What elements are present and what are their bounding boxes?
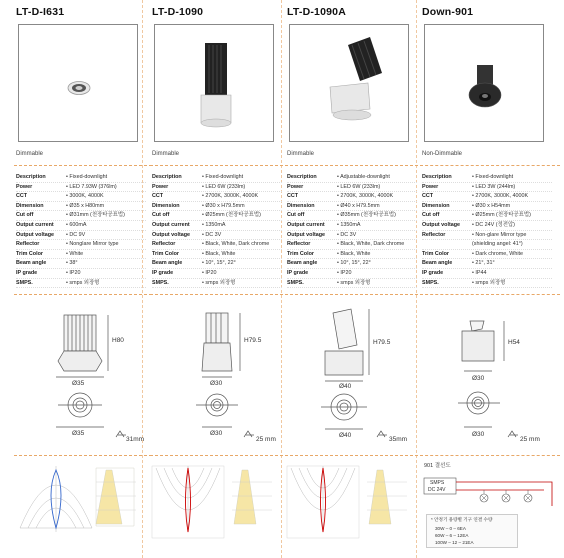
spec-row [152,183,282,193]
spec-row [16,183,146,193]
height-label: H79.5 [244,337,262,344]
wiring-diagram [420,462,558,554]
spec-value: • IP44 [472,269,487,276]
spec-key: Trim Color [287,250,314,257]
divider [14,294,152,295]
spec-row [422,250,552,260]
capacity-note-box [426,514,518,548]
spec-row [152,279,282,289]
spec-value: • 21°, 31° [472,260,495,267]
dimming-label: Dimmable [287,151,315,157]
spec-key: Description [422,174,452,180]
spec-key: Dimension [287,202,315,209]
spec-key: Power [422,183,439,190]
spec-value: • Black, White, Dark chrome [337,241,405,248]
spec-value: • 10°, 15°, 22° [337,260,371,267]
wiring-title: 901 결선도 [424,463,451,469]
spec-value: • DC 9V [66,231,86,238]
spec-value: • Black, White [337,250,371,257]
spec-row [422,202,552,212]
spec-row [422,269,552,279]
product-column [420,0,554,558]
dimension-drawing [14,305,148,455]
spec-key: Reflector [422,231,446,238]
spec-key: Power [287,183,304,190]
spec-row [16,202,146,212]
spec-row [152,240,282,250]
spec-value: • smps 외장형 [337,279,371,286]
spec-row [287,221,417,231]
spec-value: • Ø25mm (천장타공표법) [472,212,531,219]
spec-key: Power [16,183,33,190]
spec-key: Beam angle [422,260,453,267]
spec-value: • IP20 [202,269,217,276]
spec-row [422,183,552,193]
spec-row [287,250,417,260]
spec-value: • smps 외장형 [202,279,236,286]
spec-row [287,173,417,183]
spec-row [287,231,417,241]
spec-row [16,279,146,289]
product-column [14,0,148,558]
cutout-label: 31mm [126,436,145,443]
spec-value: • IP20 [337,269,352,276]
spec-key: Power [152,183,169,190]
spec-value: • Ø25mm (천장타공표법) [202,212,261,219]
spec-key: Dimension [152,202,180,209]
spec-row [422,211,552,221]
divider [150,455,288,456]
diameter-label: Ø30 [472,375,485,382]
spec-row [16,221,146,231]
height-label: H54 [508,339,520,346]
spec-table [287,173,417,288]
dimension-drawing [150,305,284,455]
spec-value: • 1350mA [337,221,361,228]
spec-row [422,173,552,183]
product-photo [424,24,544,142]
light-distribution-chart [150,462,288,554]
spec-row [287,192,417,202]
spec-value: • Fixed-downlight [202,174,244,180]
spec-row [152,269,282,279]
spec-key [422,240,472,249]
spec-value: • 1350mA [202,221,226,228]
spec-value: (shielding angel: 41°) [472,241,523,248]
spec-key: Output voltage [287,231,326,238]
spec-value: • IP20 [66,269,81,276]
spec-key: Cut off [16,212,34,219]
spec-key: SMPS. [152,279,169,286]
spec-row [152,173,282,183]
diameter-label-bottom: Ø40 [339,432,352,439]
spec-value: • LED 6W (233lm) [202,183,246,190]
spec-value: • 2700K, 3000K, 4000K [472,193,529,200]
spec-value: • Black, White [202,250,236,257]
spec-row [152,231,282,241]
spec-value: • Black, White, Dark chrome [202,241,270,248]
spec-row [287,269,417,279]
spec-value: • Fixed-downlight [472,174,514,180]
spec-value: • White [66,250,84,257]
divider [285,455,423,456]
spec-row [422,240,552,250]
spec-row [16,269,146,279]
spec-key: Reflector [152,241,176,248]
spec-value: • Ø35mm (천장타공표법) [337,212,396,219]
spec-row [287,259,417,269]
spec-value: • 3000K, 4000K [66,193,104,200]
note-line: 100W – 12 – 21EA [435,540,474,545]
diameter-label-bottom: Ø35 [72,430,85,437]
product-photo [289,24,409,142]
spec-key: Beam angle [16,260,47,267]
spec-value: • DC 3V [337,231,357,238]
spec-row [152,259,282,269]
spec-key: CCT [152,193,164,200]
spec-key: IP grade [152,269,174,276]
spec-row [287,202,417,212]
spec-value: • LED 3W (244lm) [472,183,516,190]
spec-key: Output voltage [16,231,55,238]
spec-value: • 38° [66,260,78,267]
spec-row [287,240,417,250]
spec-key: Reflector [16,241,40,248]
spec-table [16,173,146,288]
spec-row [422,221,552,231]
spec-key: IP grade [287,269,309,276]
spec-row [152,250,282,260]
diameter-label: Ø30 [210,380,223,387]
spec-value: • smps 외장형 [472,279,506,286]
product-column [285,0,419,558]
spec-row [287,183,417,193]
note-line: 60W – 6 – 12EA [435,533,469,538]
spec-key: Description [152,174,182,180]
spec-value: • 2700K, 3000K, 4000K [337,193,394,200]
spec-key: Output current [287,221,325,228]
spec-row [152,221,282,231]
spec-key: CCT [287,193,299,200]
product-photo [154,24,274,142]
product-title: LT-D-1090 [152,6,204,18]
spec-key: Output voltage [422,221,461,228]
spec-row [16,173,146,183]
divider [150,165,288,166]
smps-voltage: DC 24V [428,487,446,493]
spec-value: • Ø40 x H79.5mm [337,202,380,209]
spec-key: Trim Color [422,250,449,257]
spec-value: • Nonglare Mirror type [66,241,119,248]
spec-key: Cut off [422,212,440,219]
spec-row [16,240,146,250]
spec-value: • 10°, 15°, 22° [202,260,236,267]
spec-key: IP grade [16,269,38,276]
dimming-label: Non-Dimmable [422,151,463,157]
dimension-drawing [285,305,419,455]
divider [14,455,152,456]
divider [420,165,560,166]
diameter-label: Ø35 [72,380,85,387]
smps-label: SMPS [430,480,445,486]
spec-value: • Dark chrome, White [472,250,524,257]
cutout-label: 25 mm [520,436,540,443]
spec-key: CCT [16,193,28,200]
spec-value: • Ø35 x H80mm [66,202,105,209]
spec-row [287,211,417,221]
spec-row [422,259,552,269]
spec-table [152,173,282,288]
spec-row [16,250,146,260]
spec-value: • Ø30 x H79.5mm [202,202,245,209]
spec-key: Output current [152,221,190,228]
spec-key: SMPS. [287,279,304,286]
spec-value: • DC 24V (정전압) [472,221,515,228]
spec-value: • LED 6W (233lm) [337,183,381,190]
spec-key: SMPS. [422,279,439,286]
divider [150,294,288,295]
spec-row [287,279,417,289]
note-title: * 안정기 용량별 기구 연결 수량 [431,517,493,522]
spec-row [16,192,146,202]
spec-value: • Non-glare Mirror type [472,231,527,238]
dimming-label: Dimmable [16,151,44,157]
cutout-label: 35mm [389,436,408,443]
product-title: Down-901 [422,6,474,18]
spec-row [16,231,146,241]
divider [285,294,423,295]
spec-key: Trim Color [152,250,179,257]
spec-key: Reflector [287,241,311,248]
spec-key: Beam angle [152,260,183,267]
spec-row [152,192,282,202]
dimension-drawing [420,305,554,455]
spec-row [152,202,282,212]
spec-value: • DC 3V [202,231,222,238]
spec-row [16,259,146,269]
spec-value: • Ø30 x H54mm [472,202,511,209]
spec-key: Dimension [422,202,450,209]
spec-value: • Adjustable-downlight [337,174,390,180]
spec-key: Dimension [16,202,44,209]
height-label: H79.5 [373,339,391,346]
diameter-label: Ø40 [339,383,352,390]
spec-key: Beam angle [287,260,318,267]
spec-value: • smps 외장형 [66,279,100,286]
product-photo [18,24,138,142]
diameter-label-bottom: Ø30 [472,431,485,438]
divider [420,455,560,456]
spec-row [16,211,146,221]
note-line: 30W – 0 – 6EA [435,526,466,531]
product-title: LT-D-1090A [287,6,346,18]
height-label: H80 [112,337,124,344]
light-distribution-chart [14,462,152,554]
diameter-label-bottom: Ø30 [210,430,223,437]
divider [14,165,152,166]
spec-row [422,192,552,202]
spec-key: Cut off [287,212,305,219]
spec-value: • Fixed-downlight [66,174,108,180]
spec-row [422,279,552,289]
spec-key: Output current [16,221,54,228]
spec-value: • 2700K, 3000K, 4000K [202,193,259,200]
dimming-label: Dimmable [152,151,180,157]
divider [420,294,560,295]
spec-row [152,211,282,221]
spec-table [422,173,552,288]
product-column [150,0,284,558]
light-distribution-chart [285,462,423,554]
divider [285,165,423,166]
product-title: LT-D-I631 [16,6,65,18]
spec-key: Description [16,174,46,180]
spec-value: • LED 7.93W (376lm) [66,183,117,190]
spec-key: CCT [422,193,434,200]
spec-value: • 600mA [66,221,87,228]
spec-value: • Ø31mm (천장타공표법) [66,212,125,219]
cutout-label: 25 mm [256,436,276,443]
spec-key: Cut off [152,212,170,219]
spec-row [422,231,552,241]
spec-key: Trim Color [16,250,43,257]
spec-key: Output voltage [152,231,191,238]
spec-key: Description [287,174,317,180]
spec-key: SMPS. [16,279,33,286]
spec-key: IP grade [422,269,444,276]
